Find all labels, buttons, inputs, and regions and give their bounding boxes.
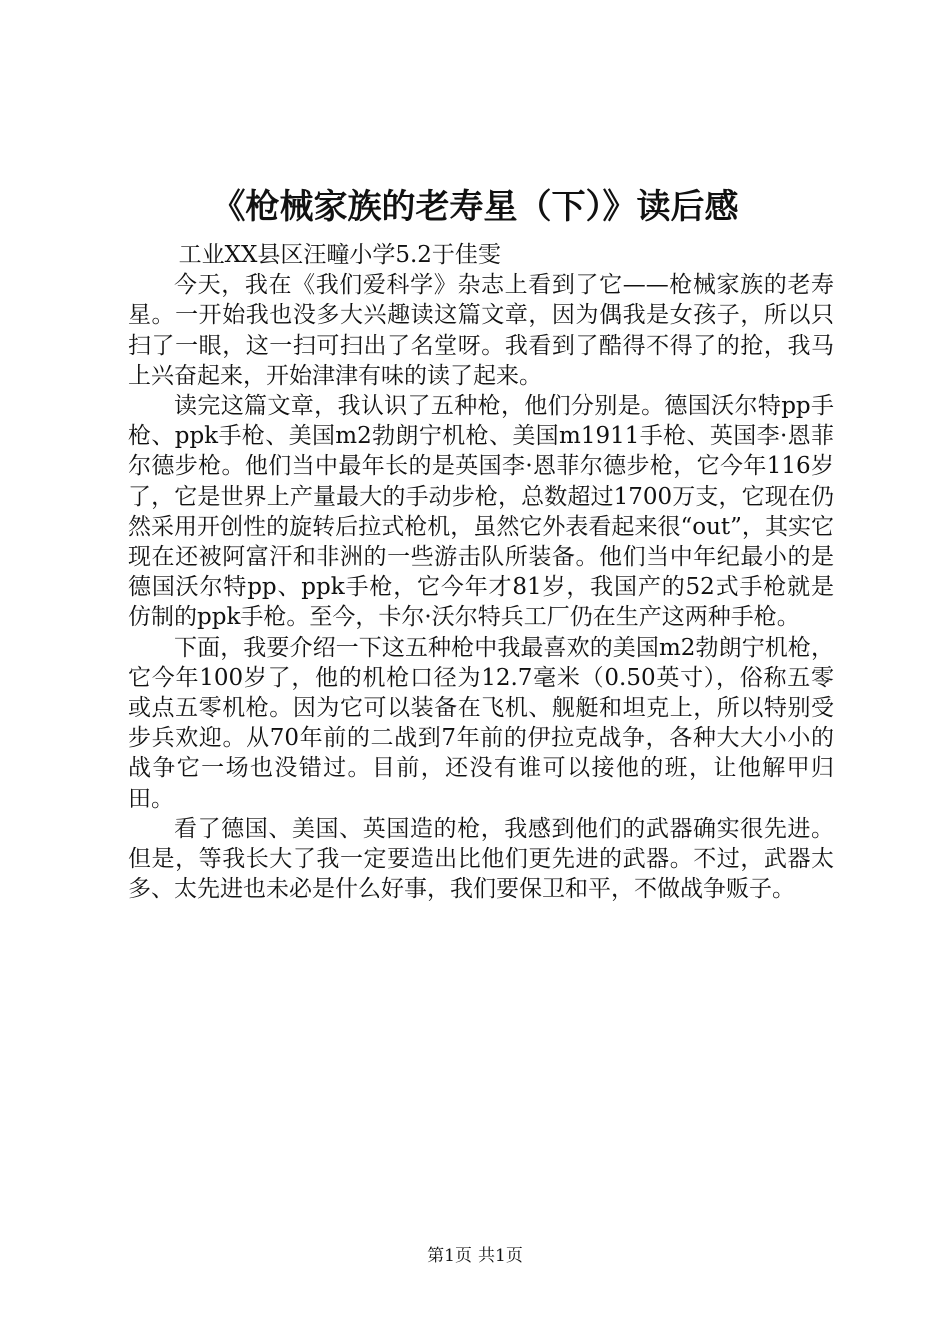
paragraph-2: 读完这篇文章，我认识了五种枪，他们分别是。德国沃尔特pp手枪、ppk手枪、美国m2勃朗宁机枪、美国m1911手枪、英国李·恩菲尔德步枪。他们当中最年长的是英国李·恩菲尔德步枪，它今年116岁了，它是世界上产量最大的手动步枪，总数超过1700万支，它现在仍然采用开创性的旋转后拉式枪机，虽然它外表看起来很“out”，其实它现在还被阿富汗和非洲的一些游击队所装备。他们当中年纪最小的是德国沃尔特pp、ppk手枪，它今年才81岁，我国产的52式手枪就是仿制的ppk手枪。至今，卡尔·沃尔特兵工厂仍在生产这两种手枪。 (128, 393, 834, 631)
document-title: 《枪械家族的老寿星（下）》读后感 (211, 187, 739, 227)
paragraph-1: 今天，我在《我们爱科学》杂志上看到了它——枪械家族的老寿星。一开始我也没多大兴趣读这篇文章，因为偶我是女孩子，所以只扫了一眼，这一扫可扫出了名堂呀。我看到了酷得不得了的抢，我马上兴奋起来，开始津津有味的读了起来。 (128, 272, 834, 389)
document-body (128, 240, 834, 904)
paragraph-3: 下面，我要介绍一下这五种枪中我最喜欢的美国m2勃朗宁机枪，它今年100岁了，他的机枪口径为12.7毫米（0.50英寸），俗称五零或点五零机枪。因为它可以装备在飞机、舰艇和坦克上，所以特别受步兵欢迎。从70年前的二战到7年前的伊拉克战争，各种大大小小的战争它一场也没错过。目前，还没有谁可以接他的班，让他解甲归田。 (128, 634, 834, 812)
page-number: 第1页 (427, 1246, 472, 1266)
author-line: 工业XX县区汪疃小学5.2于佳雯 (178, 242, 501, 268)
page-total: 共1页 (478, 1246, 523, 1266)
page-footer (0, 1244, 950, 1268)
paragraph-4: 看了德国、美国、英国造的枪，我感到他们的武器确实很先进。但是，等我长大了我一定要造出比他们更先进的武器。不过，武器太多、太先进也未必是什么好事，我们要保卫和平，不做战争贩子。 (128, 815, 834, 903)
